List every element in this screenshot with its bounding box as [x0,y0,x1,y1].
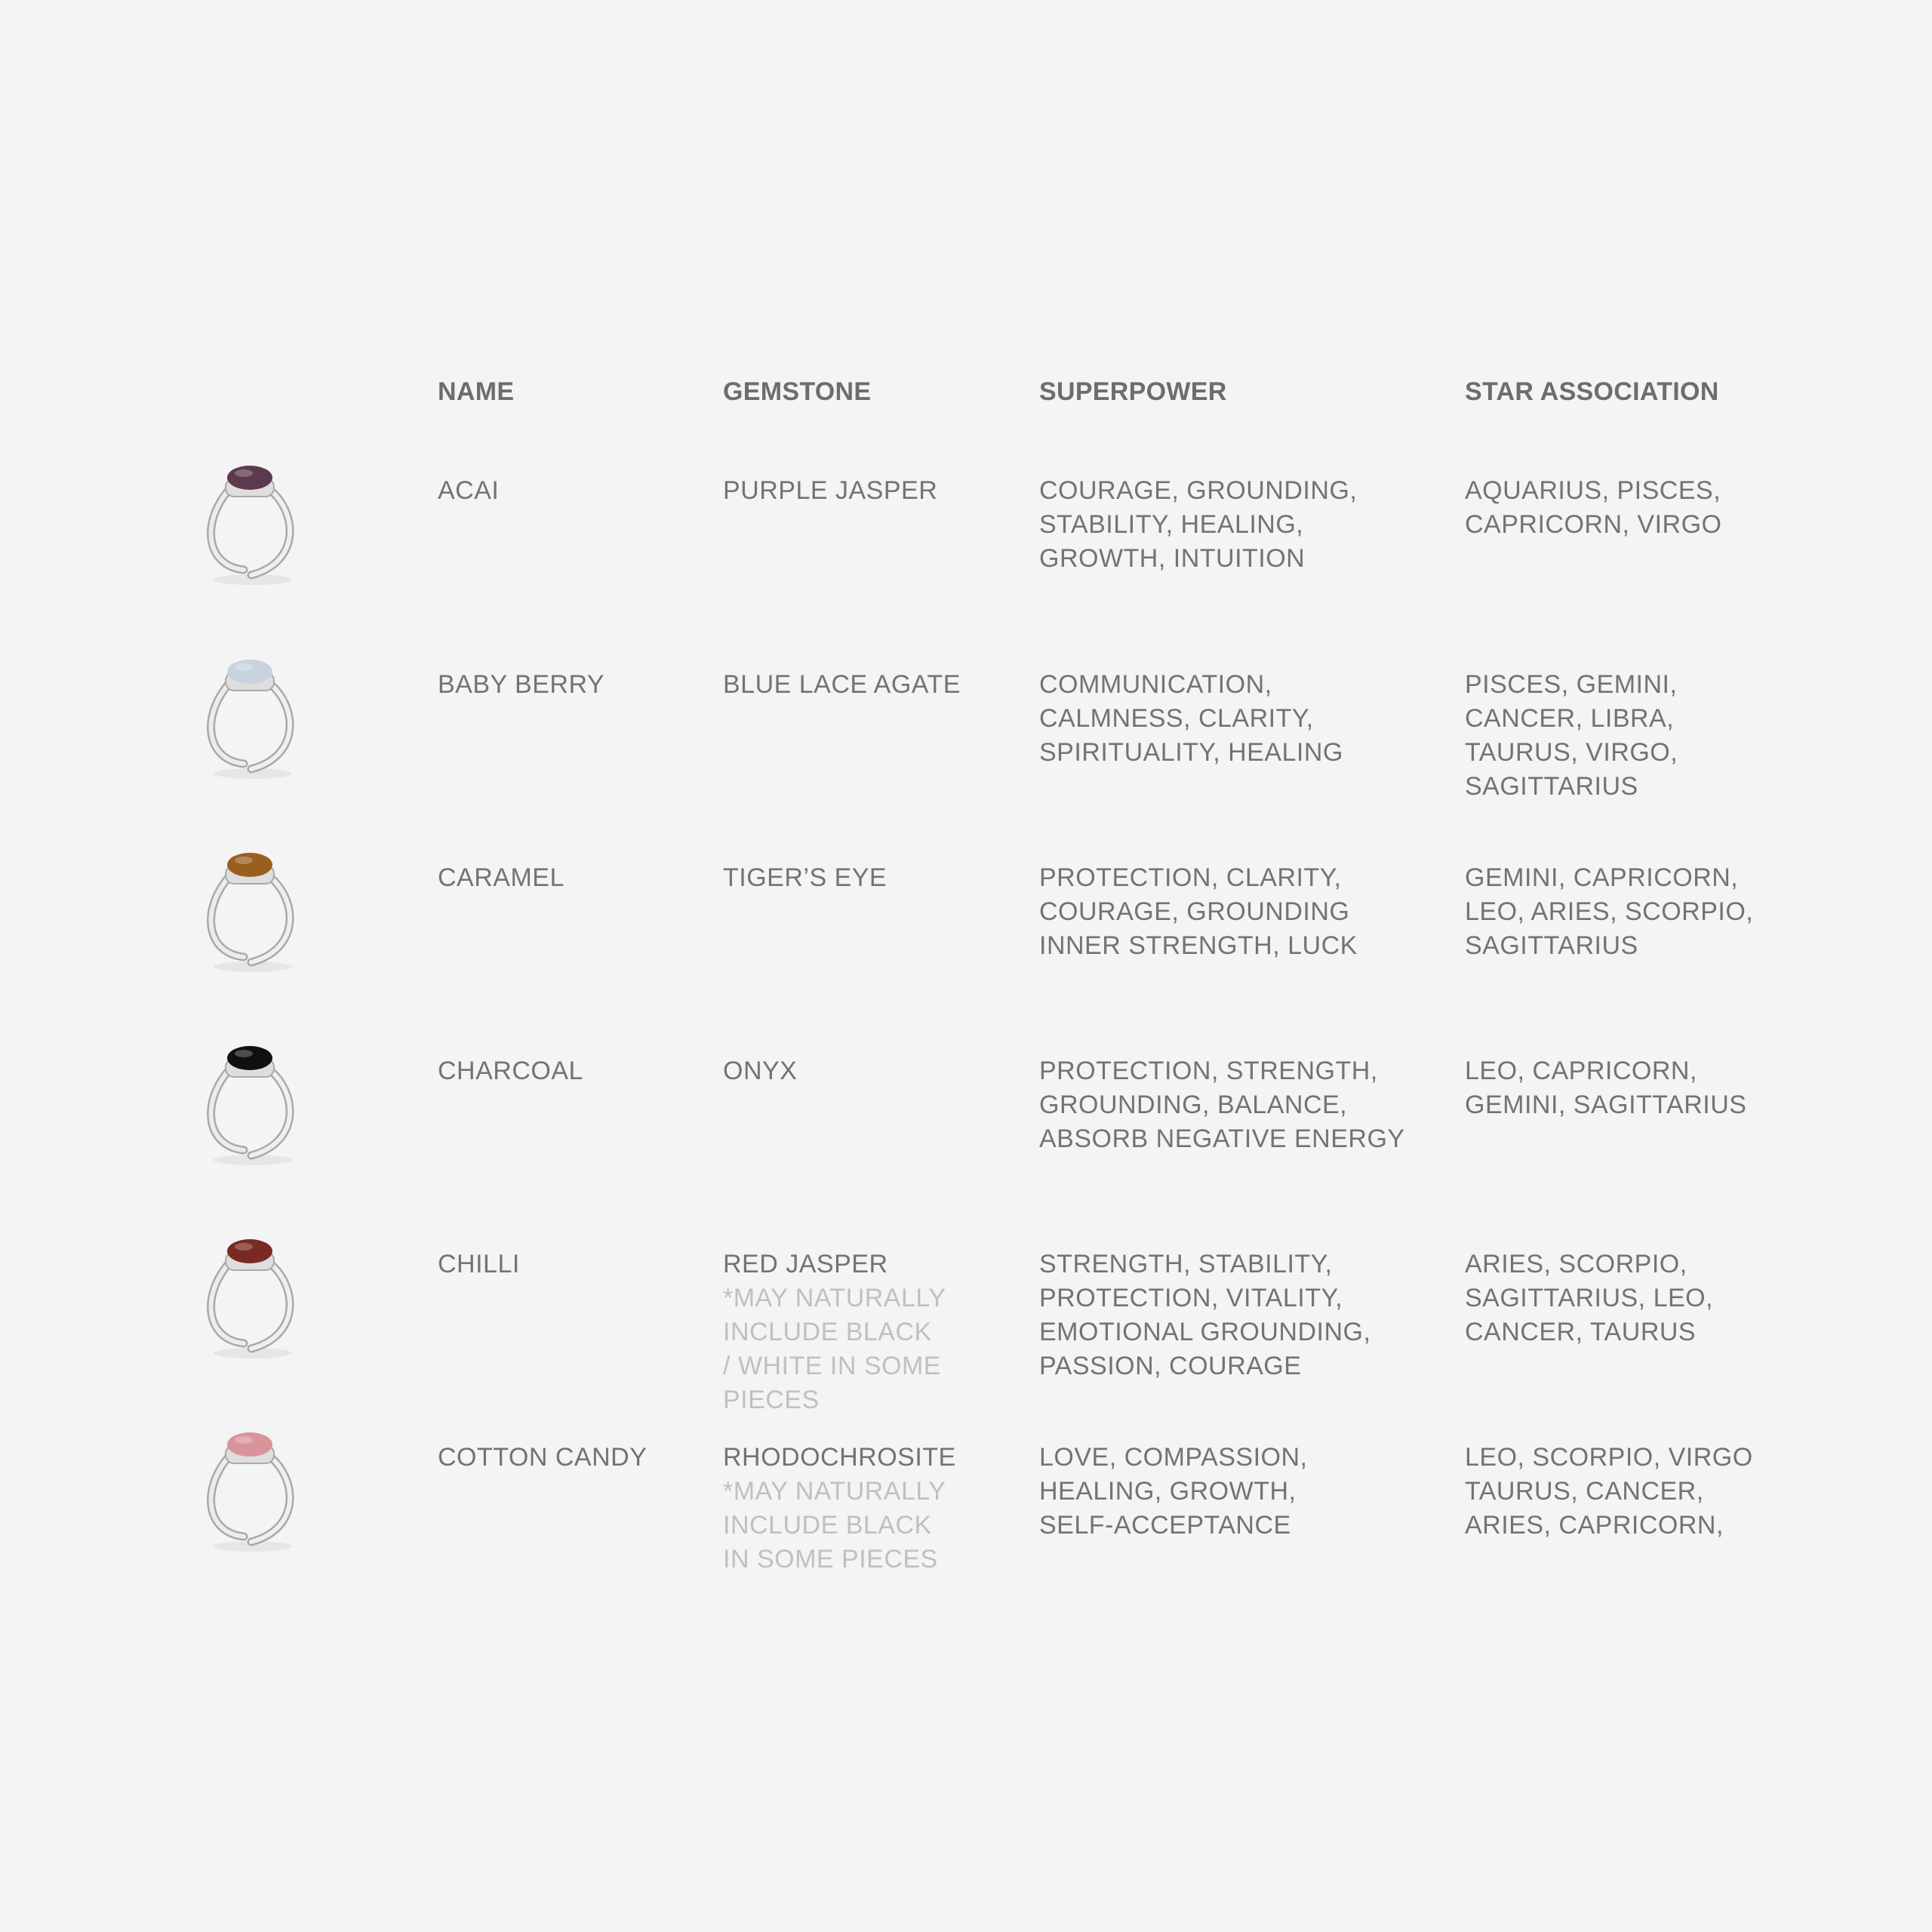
header-gemstone: GEMSTONE [723,377,872,406]
superpower-cell-line: CALMNESS, CLARITY, [1039,704,1314,733]
ring-image [192,453,306,589]
superpower-cell-line: ABSORB NEGATIVE ENERGY [1039,1124,1405,1153]
superpower-cell [1039,1054,1405,1156]
gemstone-cell-line: RED JASPER [723,1250,888,1278]
superpower-cell [1039,474,1357,576]
header-superpower: SUPERPOWER [1039,377,1227,406]
star-association-cell [1465,668,1678,804]
gemstone-cell-line: BLUE LACE AGATE [723,670,961,699]
ring-image [192,1420,306,1555]
superpower-cell-line: COURAGE, GROUNDING [1039,897,1350,926]
gemstone-cell-line: PURPLE JASPER [723,476,938,505]
superpower-cell-line: PROTECTION, CLARITY, [1039,863,1342,892]
ring-image [192,1033,306,1169]
gemstone-note-line: *MAY NATURALLY [723,1284,946,1312]
gemstone-cell [723,1247,946,1417]
header-name: NAME [438,377,515,406]
superpower-cell-line: EMOTIONAL GROUNDING, [1039,1318,1371,1346]
superpower-cell-line: COURAGE, GROUNDING, [1039,476,1358,505]
gemstone-cell [723,1054,797,1088]
superpower-cell-line: SELF-ACCEPTANCE [1039,1511,1291,1540]
gemstone-note-line: INCLUDE BLACK [723,1511,932,1540]
superpower-cell-line: PROTECTION, STRENGTH, [1039,1057,1378,1085]
star-association-cell-line: SAGITTARIUS [1465,931,1638,960]
superpower-cell-line: PROTECTION, VITALITY, [1039,1284,1343,1312]
gemstone-note-line: / WHITE IN SOME [723,1352,941,1380]
superpower-cell-line: STRENGTH, STABILITY, [1039,1250,1333,1278]
star-association-cell-line: LEO, CAPRICORN, [1465,1057,1697,1085]
star-association-cell-line: SAGITTARIUS, LEO, [1465,1284,1714,1312]
gemstone-note-line: PIECES [723,1386,820,1414]
star-association-cell-line: PISCES, GEMINI, [1465,670,1678,699]
ring-name: COTTON CANDY [438,1443,648,1472]
superpower-cell-line: INNER STRENGTH, LUCK [1039,931,1358,960]
superpower-cell [1039,1441,1308,1543]
superpower-cell [1039,668,1343,770]
superpower-cell-line: PASSION, COURAGE [1039,1352,1302,1380]
gemstone-cell [723,474,937,508]
superpower-cell-line: GROUNDING, BALANCE, [1039,1091,1348,1119]
gemstone-note-line: INCLUDE BLACK [723,1318,932,1346]
star-association-cell [1465,474,1721,542]
star-association-cell-line: LEO, SCORPIO, VIRGO [1465,1443,1753,1472]
header-star-association: STAR ASSOCIATION [1465,377,1719,406]
star-association-cell-line: GEMINI, CAPRICORN, [1465,863,1739,892]
superpower-cell [1039,861,1358,963]
ring-name: BABY BERRY [438,670,605,699]
superpower-cell-line: STABILITY, HEALING, [1039,510,1304,539]
gemstone-cell-line: TIGER’S EYE [723,863,888,892]
star-association-cell-line: SAGITTARIUS [1465,772,1638,801]
superpower-cell [1039,1247,1371,1383]
ring-image [192,647,306,783]
ring-name: CARAMEL [438,863,565,892]
star-association-cell-line: CANCER, LIBRA, [1465,704,1675,733]
star-association-cell-line: AQUARIUS, PISCES, [1465,476,1721,505]
superpower-cell-line: LOVE, COMPASSION, [1039,1443,1308,1472]
superpower-cell-line: HEALING, GROWTH, [1039,1477,1297,1506]
gemstone-note-line: IN SOME PIECES [723,1545,938,1574]
superpower-cell-line: COMMUNICATION, [1039,670,1272,699]
gemstone-cell [723,668,961,702]
star-association-cell-line: GEMINI, SAGITTARIUS [1465,1091,1747,1119]
star-association-cell-line: TAURUS, VIRGO, [1465,738,1678,767]
star-association-cell-line: ARIES, SCORPIO, [1465,1250,1687,1278]
gemstone-cell-line: ONYX [723,1057,798,1085]
gemstone-cell [723,861,887,895]
star-association-cell-line: TAURUS, CANCER, [1465,1477,1704,1506]
star-association-cell [1465,861,1753,963]
star-association-cell-line: LEO, ARIES, SCORPIO, [1465,897,1754,926]
star-association-cell [1465,1054,1746,1122]
star-association-cell-line: ARIES, CAPRICORN, [1465,1511,1724,1540]
star-association-cell [1465,1441,1753,1543]
star-association-cell-line: CANCER, TAURUS [1465,1318,1697,1346]
superpower-cell-line: SPIRITUALITY, HEALING [1039,738,1343,767]
ring-name: ACAI [438,476,500,505]
superpower-cell-line: GROWTH, INTUITION [1039,544,1306,573]
star-association-cell-line: CAPRICORN, VIRGO [1465,510,1722,539]
star-association-cell [1465,1247,1713,1349]
ring-name: CHARCOAL [438,1057,583,1085]
gemstone-note-line: *MAY NATURALLY [723,1477,946,1506]
ring-name: CHILLI [438,1250,520,1278]
gemstone-cell [723,1441,956,1577]
ring-image [192,1226,306,1362]
ring-image [192,840,306,976]
gemstone-cell-line: RHODOCHROSITE [723,1443,956,1472]
